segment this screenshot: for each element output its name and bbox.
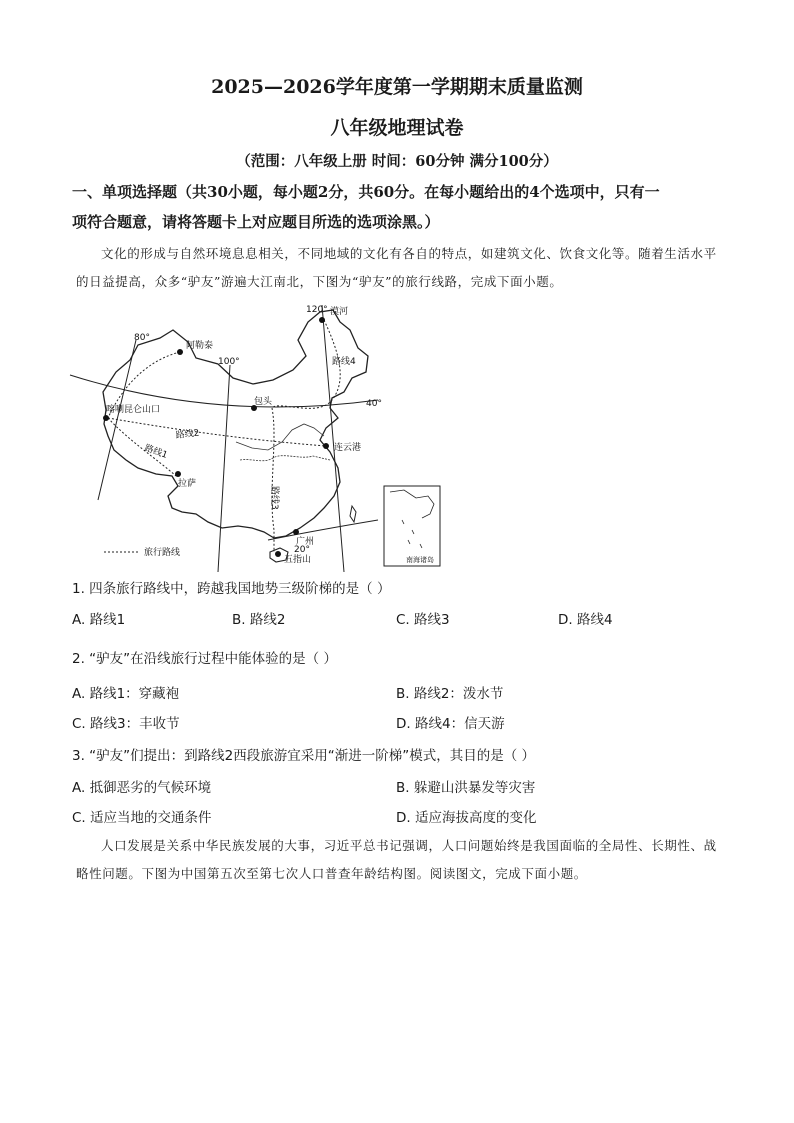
inset-frame — [384, 486, 440, 566]
exam-subtitle: 八年级地理试卷 — [330, 117, 464, 139]
q1-option-d[interactable]: D. 路线4 — [558, 612, 613, 628]
label-lianyungang: 连云港 — [334, 443, 362, 453]
q2-option-d[interactable]: D. 路线4：信天游 — [396, 716, 505, 732]
label-lat40: 40° — [366, 399, 382, 409]
label-mohe: 漠河 — [330, 307, 349, 317]
label-lat20: 20° — [294, 545, 310, 555]
label-kalakunlun: 喀喇昆仑山口 — [106, 405, 161, 415]
route-2 — [108, 418, 326, 446]
label-lon100: 100° — [218, 357, 240, 367]
route-1 — [108, 418, 176, 476]
section-heading-line1: 一、单项选择题（共30小题，每小题2分，共60分。在每小题给出的4个选项中，只有一 — [72, 183, 660, 201]
label-lhasa: 拉萨 — [178, 479, 197, 489]
intro-paragraph-2: 人口发展是关系中华民族发展的大事，习近平总书记强调，人口问题始终是我国面临的全局性、长期性、战略性问题。下图为中国第五次至第七次人口普查年龄结构图。阅读图文，完成下面小题。 — [76, 838, 717, 881]
china-outline — [103, 310, 368, 538]
label-baotou: 包头 — [254, 397, 273, 407]
city-dot-altay — [177, 349, 183, 355]
city-dot-lhasa — [175, 471, 181, 477]
q2-option-b[interactable]: B. 路线2：泼水节 — [396, 686, 504, 702]
question-3-stem: 3. “驴友”们提出：到路线2西段旅游宜采用“渐进一阶梯”模式，其目的是（ ） — [72, 748, 536, 764]
route-3 — [272, 408, 274, 552]
label-wuzhishan: 五指山 — [284, 555, 312, 565]
label-guangzhou: 广州 — [296, 537, 315, 547]
label-altay: 阿勒泰 — [186, 341, 214, 351]
city-dot-kalakunlun — [103, 415, 109, 421]
q1-option-c[interactable]: C. 路线3 — [396, 612, 450, 628]
label-route4: 路线4 — [332, 357, 356, 367]
label-lon80: 80° — [134, 333, 150, 343]
intro-paragraph-1: 文化的形成与自然环境息息相关，不同地域的文化有各自的特点，如建筑文化、饮食文化等。随着生活水平的日益提高，众多“驴友”游遍大江南北，下图为“驴友”的旅行线路，完成下面小题。 — [76, 246, 717, 289]
label-route1: 路线1 — [142, 443, 169, 461]
q2-option-c[interactable]: C. 路线3：丰收节 — [72, 716, 180, 732]
q1-option-a[interactable]: A. 路线1 — [72, 612, 126, 628]
city-dot-wuzhishan — [275, 551, 281, 557]
inset-label: 南海诸岛 — [406, 556, 434, 564]
q3-option-a[interactable]: A. 抵御恶劣的气候环境 — [72, 780, 212, 796]
q3-option-d[interactable]: D. 适应海拔高度的变化 — [396, 810, 537, 826]
exam-title: 2025—2026学年度第一学期期末质量监测 — [211, 76, 583, 98]
city-dot-lianyungang — [323, 443, 329, 449]
q3-option-c[interactable]: C. 适应当地的交通条件 — [72, 810, 212, 826]
question-1-stem: 1. 四条旅行路线中，跨越我国地势三级阶梯的是（ ） — [72, 581, 391, 597]
city-dot-guangzhou — [293, 529, 299, 535]
meridian-120 — [322, 305, 344, 572]
city-dot-mohe — [319, 317, 325, 323]
yellow-river — [236, 424, 324, 450]
legend-label: 旅行路线 — [144, 548, 181, 558]
label-route3: 路线3 — [269, 486, 279, 510]
route-4 — [272, 320, 340, 408]
q2-option-a[interactable]: A. 路线1：穿藏袍 — [72, 686, 180, 702]
q3-option-b[interactable]: B. 躲避山洪暴发等灾害 — [396, 780, 536, 796]
taiwan-island — [350, 506, 356, 522]
question-2-stem: 2. “驴友”在沿线旅行过程中能体验的是（ ） — [72, 651, 337, 667]
q1-option-b[interactable]: B. 路线2 — [232, 612, 286, 628]
yangtze-river — [240, 456, 330, 461]
exam-scope: （范围：八年级上册 时间：60分钟 满分100分） — [236, 153, 558, 170]
travel-route-map — [68, 300, 448, 572]
meridian-100 — [218, 365, 230, 572]
label-lon120: 120° — [306, 305, 328, 315]
parallel-20 — [268, 520, 378, 540]
label-route2: 路线2 — [175, 428, 200, 441]
section-heading-line2: 项符合题意，请将答题卡上对应题目所选的选项涂黑。） — [72, 213, 440, 231]
